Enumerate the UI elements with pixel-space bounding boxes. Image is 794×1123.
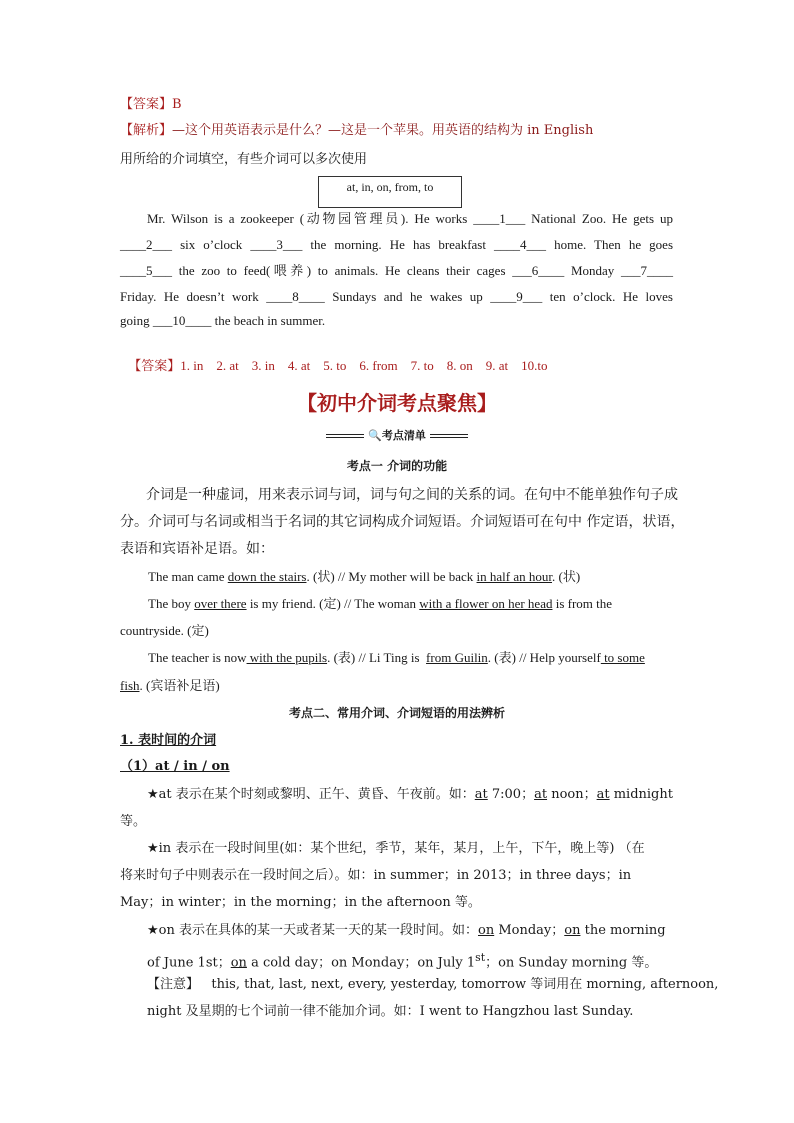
underlined-phrase: down the stairs [227, 569, 307, 584]
in-rule: 将来时句子中则表示在一段时间之后）。如：in summer；in 2013；in three days；in [120, 868, 632, 883]
passage-line: ____5___ the zoo to feed(喂养) to animals. He cleans their cages ___6____ Monday ___7____ [120, 263, 673, 278]
subtitle: 考点清单 [381, 429, 426, 442]
passage-line: going ___10____ the beach in summer. [120, 313, 326, 328]
analysis-text: —这个用英语表示是什么？—这是一个苹果。用英语的结构为 in English [172, 123, 594, 138]
passage-line: Mr. Wilson is a zookeeper (动物园管理员). He works ____1___ National Zoo. He gets up [147, 211, 673, 226]
para-line: 表语和宾语补足语。如： [120, 541, 274, 557]
text: . (状) [552, 569, 581, 584]
in-rule: ★in 表示在一段时间里(如：某个世纪，季节，某年，某月，上午，下午，晚上等) （在 [147, 841, 645, 856]
heading-2: （1）at / in / on [120, 759, 230, 774]
text: Monday； [494, 923, 565, 938]
double-rule-left [326, 434, 364, 438]
answer-values: 1. in 2. at 3. in 4. at 5. to 6. from 7. to 8. on 9. at 10.to [180, 358, 548, 373]
on-rule [147, 921, 703, 941]
heading-1: 1. 表时间的介词 [120, 733, 217, 748]
underlined-word: at [534, 787, 548, 802]
example-2 [148, 594, 704, 614]
underlined-phrase: to some [600, 650, 645, 665]
instruction: 用所给的介词填空，有些介词可以多次使用 [120, 152, 368, 167]
text: The boy [148, 596, 195, 611]
text: . (表) // Li Ting is [327, 650, 427, 665]
underlined-phrase: with the pupils [246, 650, 328, 665]
point1-title: 考点一 介词的功能 [346, 459, 448, 473]
answer-line-2 [120, 336, 676, 377]
at-rule [147, 785, 703, 805]
at-rule-cont: 等。 [120, 814, 147, 829]
passage-line: Friday. He doesn’t work ____8____ Sundays and he wakes up ____9___ ten o’clock. He loves [120, 289, 673, 304]
underlined-word: on [564, 923, 581, 938]
subtitle-row [0, 427, 794, 443]
text: The man came [148, 569, 228, 584]
underlined-phrase: fish [120, 678, 140, 693]
superscript: st [475, 951, 486, 964]
example-3-cont [120, 676, 676, 696]
point2-title: 考点二、常用介词、介词短语的用法辨析 [288, 706, 505, 720]
underlined-word: at [474, 787, 488, 802]
example-2-cont: countryside. (定) [120, 623, 209, 638]
text: noon； [547, 787, 597, 802]
note-line: night 及星期的七个词前一律不能加介词。如：I went to Hangzhou last Sunday. [147, 1004, 634, 1019]
underlined-phrase: with a flower on her head [419, 596, 553, 611]
underlined-word: on [478, 923, 495, 938]
section-title: 【初中介词考点聚焦】 [297, 391, 497, 415]
text: the morning [580, 923, 666, 938]
para-line: 介词是一种虚词，用来表示词与词，词与句之间的关系的词。在句中不能单独作句子成 [146, 487, 678, 503]
text: ★at 表示在某个时刻或黎明、正午、黄昏、午夜前。如： [147, 787, 475, 802]
underlined-word: on [230, 955, 247, 971]
text: ★on 表示在具体的某一天或者某一天的某一段时间。如： [147, 923, 478, 938]
word-box: at, in, on, from, to [318, 176, 462, 208]
underlined-phrase: from Guilin [426, 650, 488, 665]
example-3 [148, 648, 704, 668]
text: . (表) // Help yourself [487, 650, 601, 665]
text: is my friend. (定) // The woman [246, 596, 420, 611]
magnifier-icon: 🔍 [368, 429, 382, 442]
double-rule-right [430, 434, 468, 438]
text: 7:00； [487, 787, 535, 802]
underlined-word: at [596, 787, 610, 802]
text: . (状) // My mother will be back [306, 569, 477, 584]
analysis-label: 【解析】 [120, 123, 173, 138]
text: is from the [552, 596, 613, 611]
on-rule-cont [147, 948, 703, 973]
analysis-line [120, 121, 676, 141]
underlined-phrase: over there [194, 596, 247, 611]
example-1 [148, 567, 704, 587]
text: of June 1st； [147, 955, 231, 971]
text: The teacher is now [148, 650, 247, 665]
answer-line-1 [120, 95, 676, 115]
text: midnight [609, 787, 673, 802]
passage-line: ____2___ six o’clock ____3___ the morning. He has breakfast ____4___ home. Then he goes [120, 237, 673, 252]
in-rule: May；in winter；in the morning；in the afternoon 等。 [120, 895, 481, 910]
note-line: 【注意】 this, that, last, next, every, yesterday, tomorrow 等词用在 morning, afternoon, [147, 977, 719, 992]
text: a cold day；on Monday；on July 1 [246, 955, 476, 971]
text: ；on Sunday morning 等。 [485, 955, 658, 971]
answer-label: 【答案】 [128, 359, 181, 374]
underlined-phrase: in half an hour [476, 569, 553, 584]
para-line: 分。介词可与名词或相当于名词的其它词构成介词短语。介词短语可在句中 作定语，状语， [120, 514, 685, 530]
answer-value: B [172, 97, 182, 112]
text: . (宾语补足语) [139, 678, 220, 693]
answer-label: 【答案】 [120, 97, 173, 112]
